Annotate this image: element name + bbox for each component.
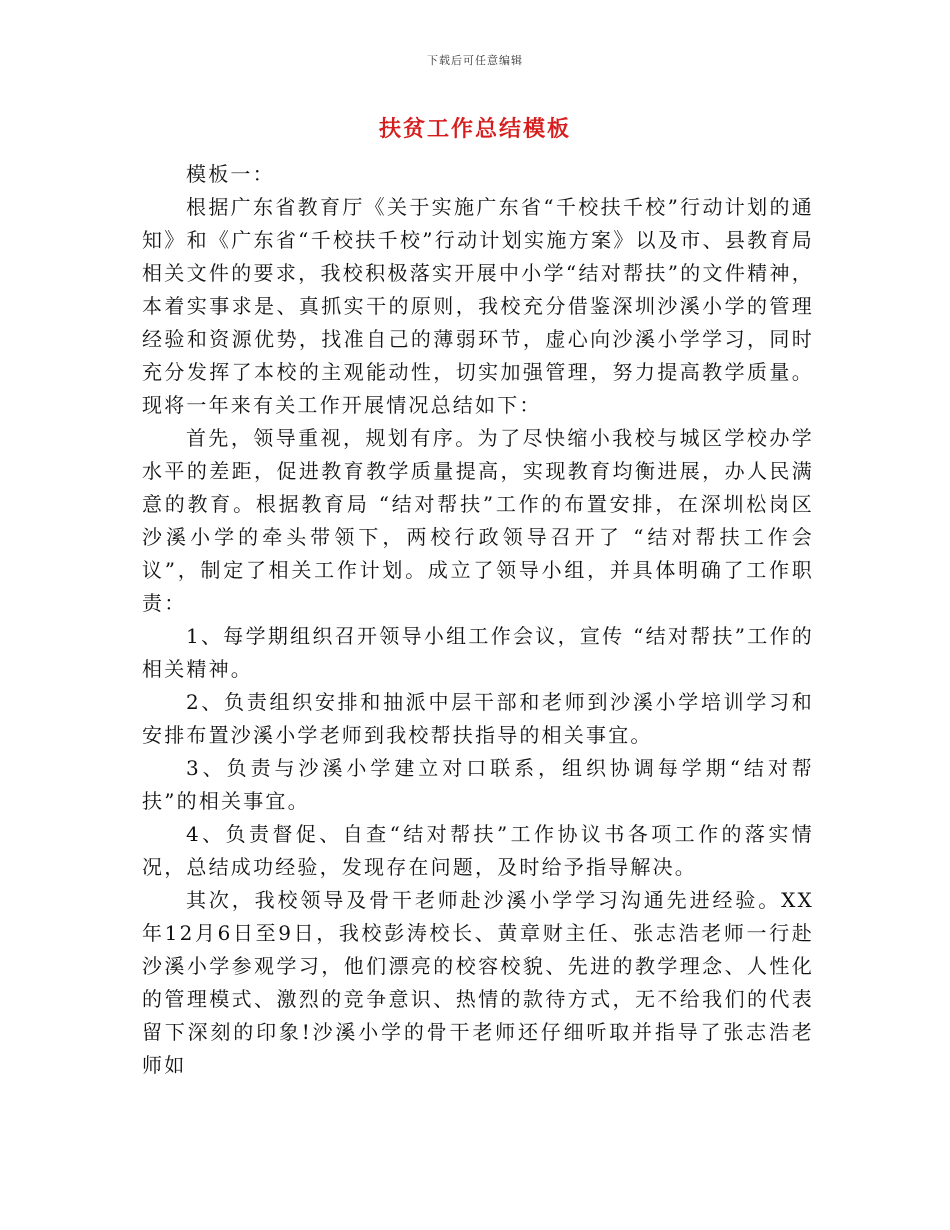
paragraph-item-4: 4、负责督促、自查“结对帮扶”工作协议书各项工作的落实情况，总结成功经验，发现存在问题，及时给予指导解决。 — [142, 822, 814, 879]
paragraph-item-3: 3、负责与沙溪小学建立对口联系，组织协调每学期“结对帮扶”的相关事宜。 — [142, 756, 814, 813]
paragraph-template-label: 模板一： — [186, 162, 275, 186]
paragraph-intro: 根据广东省教育厅《关于实施广东省“千校扶千校”行动计划的通知》和《广东省“千校扶千校”行动计划实施方案》以及市、县教育局相关文件的要求，我校积极落实开展中小学“结对帮扶”的文件精神，本着实事求是、真抓实干的原则，我校充分借鉴深圳沙溪小学的管理经验和资源优势，找准自己的薄弱环节，虚心向沙溪小学学习，同时充分发挥了本校的主观能动性，切实加强管理，努力提高教学质量。现将一年来有关工作开展情况总结如下： — [142, 195, 814, 417]
page-header-note: 下载后可任意编辑 — [427, 54, 523, 67]
paragraph-study-visit: 其次，我校领导及骨干老师赴沙溪小学学习沟通先进经验。XX年12月6日至9日，我校彭涛校长、黄章财主任、张志浩老师一行赴沙溪小学参观学习，他们漂亮的校容校貌、先进的教学理念、人性化的管理模式、激烈的竞争意识、热情的款待方式，无不给我们的代表留下深刻的印象!沙溪小学的骨干老师还仔细听取并指导了张志浩老师如 — [142, 888, 814, 1077]
paragraph-leadership: 首先，领导重视，规划有序。为了尽快缩小我校与城区学校办学水平的差距，促进教育教学质量提高，实现教育均衡进展，办人民满意的教育。根据教育局 “结对帮扶”工作的布置安排，在深圳松岗区沙溪小学的牵头带领下，两校行政领导召开了 “结对帮扶工作会议”，制定了相关工作计划。成立了领导小组，并具体明确了工作职责： — [142, 426, 814, 615]
document-body — [142, 158, 814, 1082]
document-title: 扶贫工作总结模板 — [378, 116, 571, 142]
paragraph-item-2: 2、负责组织安排和抽派中层干部和老师到沙溪小学培训学习和安排布置沙溪小学老师到我校帮扶指导的相关事宜。 — [142, 690, 814, 747]
paragraph-item-1: 1、每学期组织召开领导小组工作会议，宣传 “结对帮扶”工作的相关精神。 — [142, 624, 814, 681]
